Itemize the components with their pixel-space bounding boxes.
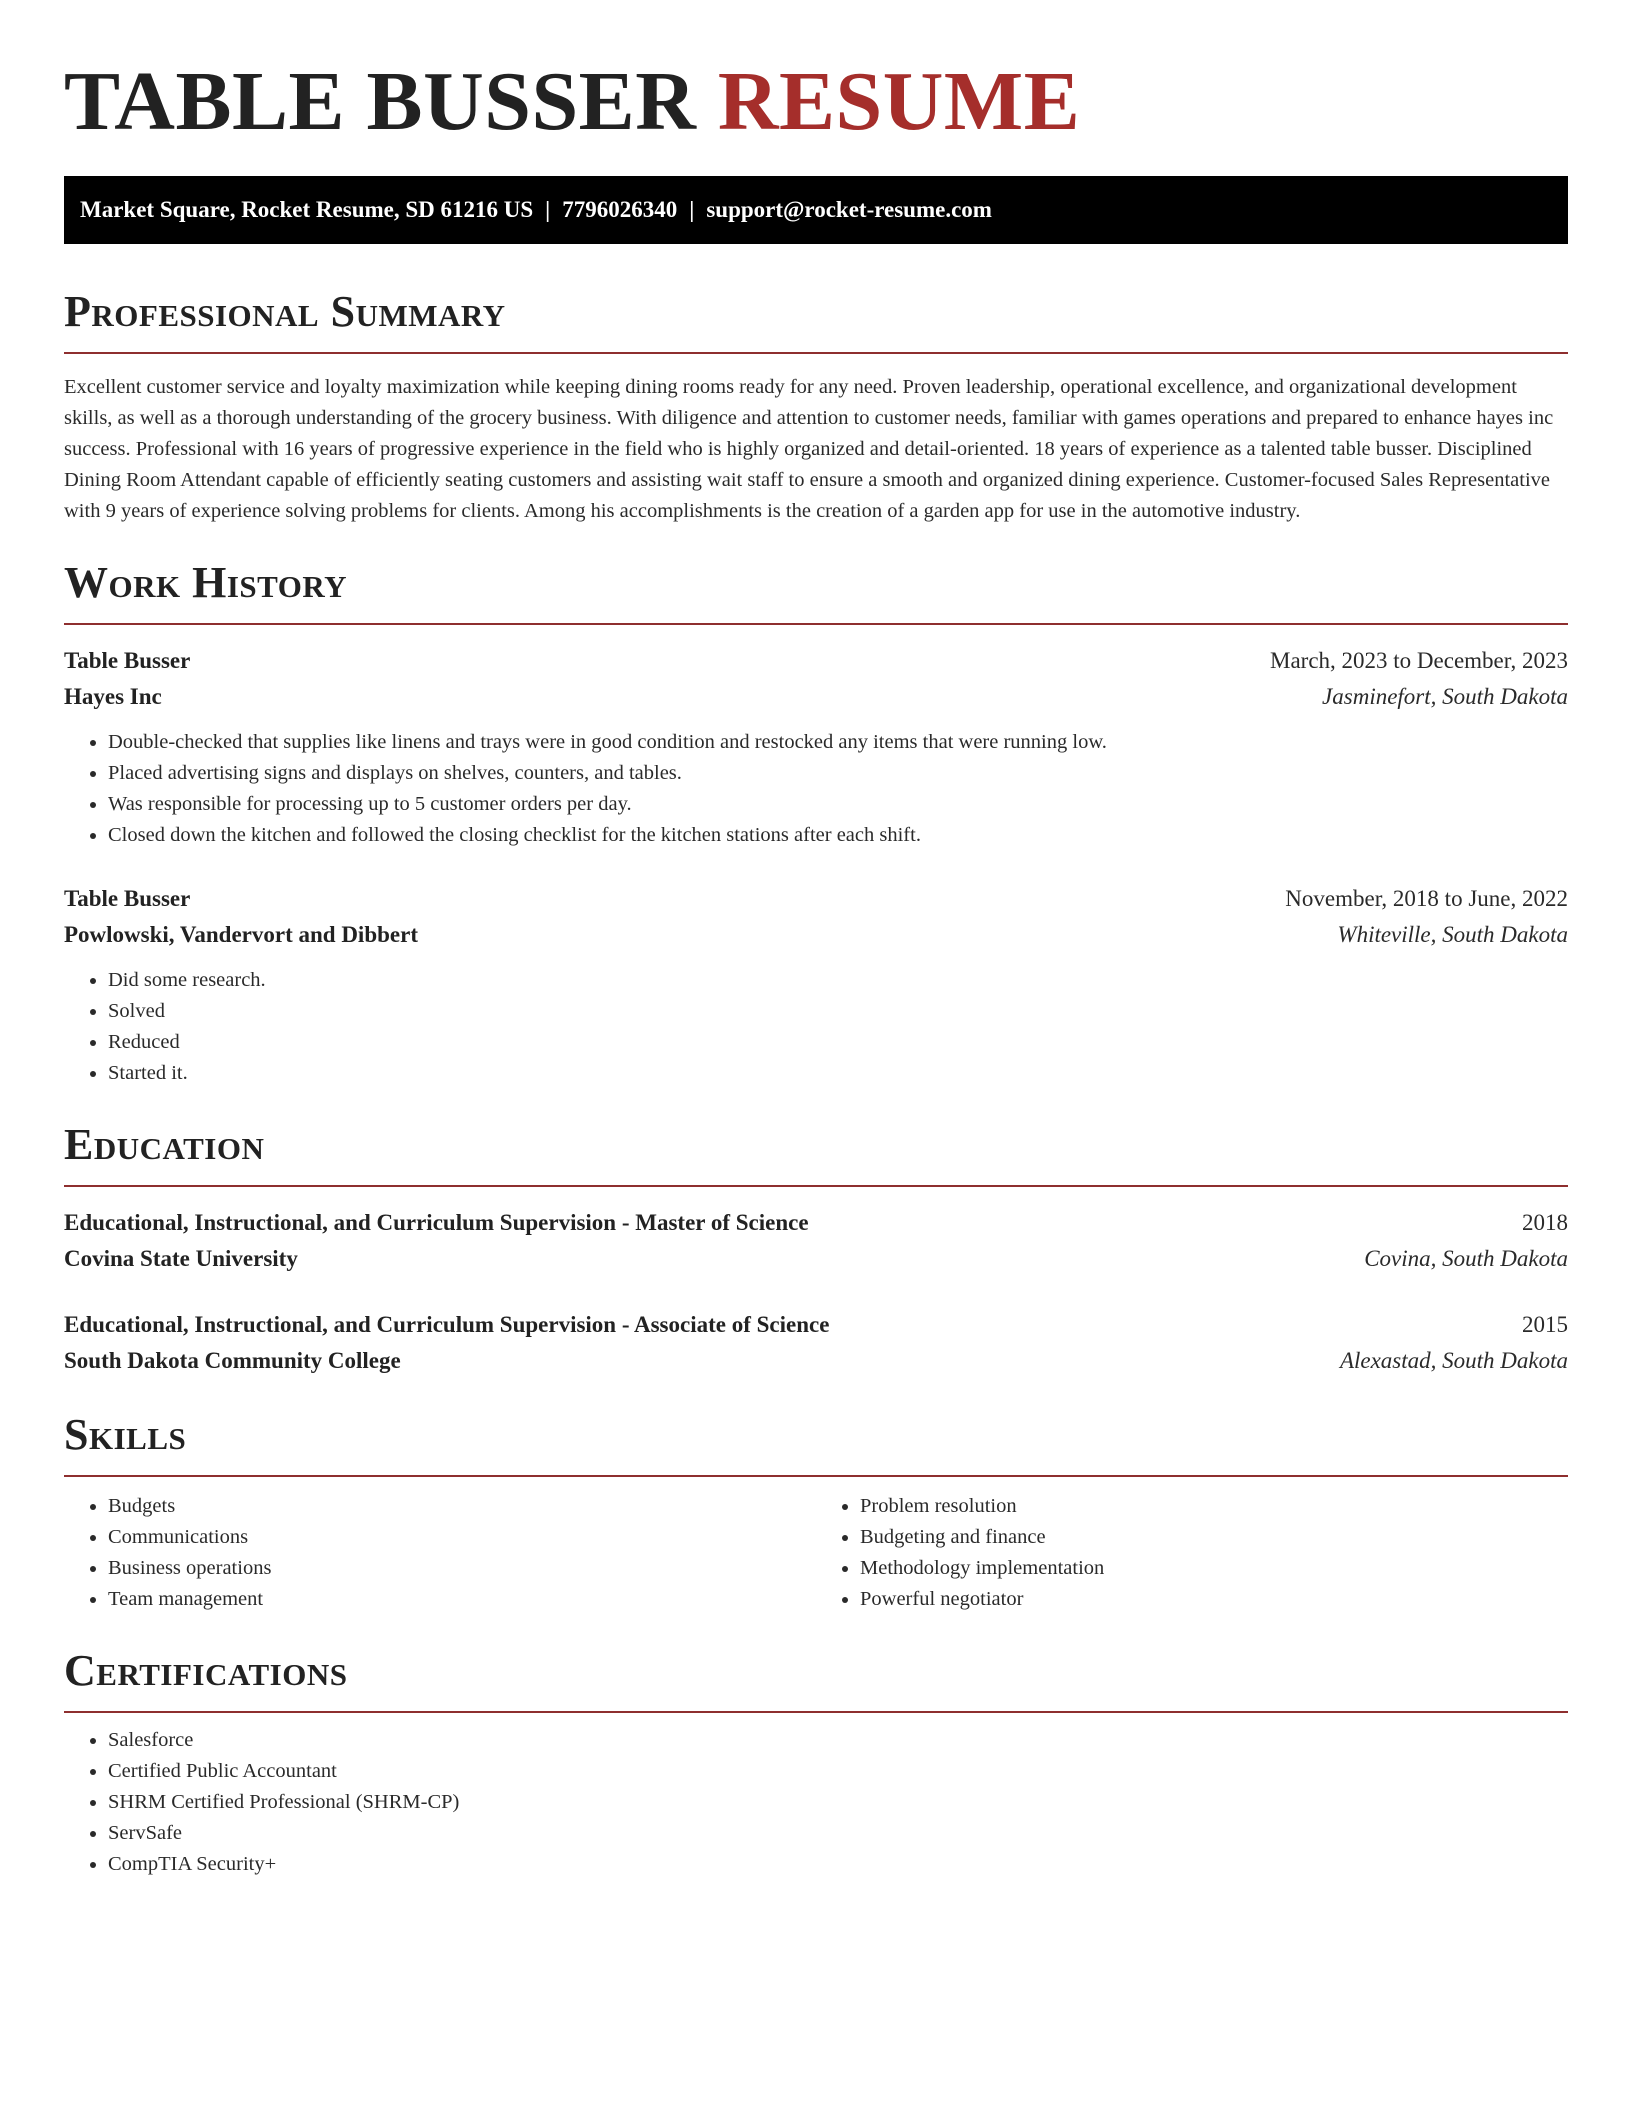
certification-item: • Certified Public Accountant (108, 1756, 1568, 1787)
section-heading: Work History (64, 557, 1568, 625)
education-degree-row (64, 1307, 1568, 1343)
job-title: Table Busser (64, 886, 191, 911)
job-company-row (64, 679, 1568, 715)
job-bullet: • Was responsible for processing up to 5 customer orders per day. (108, 789, 1568, 820)
skill-item: • Budgeting and finance (860, 1522, 1568, 1553)
section-heading: Professional Summary (64, 286, 1568, 354)
skills-list-left (64, 1491, 816, 1615)
skills-list-right (816, 1491, 1568, 1615)
job-bullet: • Closed down the kitchen and followed the closing checklist for the kitchen stations after each shift. (108, 820, 1568, 851)
skills-grid (64, 1491, 1568, 1615)
summary-text: Excellent customer service and loyalty maximization while keeping dining rooms ready for any need. Proven leadership, operational excellence, and organizational development skills, as well as a thorough understanding of the grocery business. With diligence and attention to customer needs, familiar with games operations and prepared to enhance hayes inc success. Professional with 16 years of progressive experience in the field who is highly organized and detail-oriented. 18 years of experience as a talented table busser. Disciplined Dining Room Attendant capable of efficiently seating customers and assisting wait staff to ensure a smooth and organized dining experience. Customer-focused Sales Representative with 9 years of experience solving problems for clients. Among his accomplishments is the creation of a garden app for use in the automotive industry. (64, 376, 1554, 522)
job-bullet: • Reduced (108, 1027, 1568, 1058)
education-section (64, 1119, 1568, 1379)
certification-item: • ServSafe (108, 1818, 1568, 1849)
education-degree-row (64, 1205, 1568, 1241)
education-school: Covina State University (64, 1246, 298, 1271)
summary-section (64, 286, 1568, 527)
job-bullet: • Double-checked that supplies like linens and trays were in good condition and restocked any items that were running low. (108, 727, 1568, 758)
skill-item: • Business operations (108, 1553, 816, 1584)
contact-bar (64, 176, 1568, 244)
education-degree: Educational, Instructional, and Curriculum Supervision - Master of Science (64, 1210, 809, 1235)
education-entry (64, 1205, 1568, 1277)
job-company: Hayes Inc (64, 684, 162, 709)
contact-separator: | (545, 197, 551, 222)
skill-item: • Budgets (108, 1491, 816, 1522)
contact-email: support@rocket-resume.com (706, 197, 992, 222)
job-bullet: • Did some research. (108, 965, 1568, 996)
certifications-section (64, 1645, 1568, 1880)
section-heading: Certifications (64, 1645, 1568, 1713)
skill-item: • Communications (108, 1522, 816, 1553)
job-title: Table Busser (64, 648, 191, 673)
resume-title (64, 52, 1568, 152)
education-location: Covina, South Dakota (1364, 1246, 1568, 1271)
skills-section (64, 1409, 1568, 1615)
job-entry (64, 643, 1568, 851)
contact-address: Market Square, Rocket Resume, SD 61216 US (80, 197, 534, 222)
section-heading: Education (64, 1119, 1568, 1187)
education-entry (64, 1307, 1568, 1379)
certification-item: • SHRM Certified Professional (SHRM-CP) (108, 1787, 1568, 1818)
job-location: Jasminefort, South Dakota (1322, 684, 1568, 709)
certification-item: • Salesforce (108, 1725, 1568, 1756)
education-year: 2015 (1522, 1312, 1568, 1337)
education-school: South Dakota Community College (64, 1348, 401, 1373)
skill-item: • Problem resolution (860, 1491, 1568, 1522)
education-school-row (64, 1343, 1568, 1379)
job-bullet-list (64, 965, 1568, 1089)
certifications-list (64, 1725, 1568, 1880)
job-bullet: • Started it. (108, 1058, 1568, 1089)
title-accent: RESUME (717, 55, 1081, 148)
job-dates: March, 2023 to December, 2023 (1270, 648, 1568, 673)
skill-item: • Powerful negotiator (860, 1584, 1568, 1615)
job-bullet-list (64, 727, 1568, 851)
section-heading: Skills (64, 1409, 1568, 1477)
work-history-section (64, 557, 1568, 1089)
skill-item: • Team management (108, 1584, 816, 1615)
education-degree: Educational, Instructional, and Curriculum Supervision - Associate of Science (64, 1312, 830, 1337)
job-location: Whiteville, South Dakota (1337, 922, 1568, 947)
job-header-row (64, 643, 1568, 679)
job-header-row (64, 881, 1568, 917)
job-dates: November, 2018 to June, 2022 (1285, 886, 1568, 911)
education-year: 2018 (1522, 1210, 1568, 1235)
education-school-row (64, 1241, 1568, 1277)
job-entry (64, 881, 1568, 1089)
job-bullet: • Solved (108, 996, 1568, 1027)
title-main: TABLE BUSSER (64, 55, 697, 148)
skill-item: • Methodology implementation (860, 1553, 1568, 1584)
job-bullet: • Placed advertising signs and displays on shelves, counters, and tables. (108, 758, 1568, 789)
contact-separator: | (689, 197, 695, 222)
certification-item: • CompTIA Security+ (108, 1849, 1568, 1880)
job-company-row (64, 917, 1568, 953)
job-company: Powlowski, Vandervort and Dibbert (64, 922, 418, 947)
contact-phone: 7796026340 (562, 197, 678, 222)
education-location: Alexastad, South Dakota (1339, 1348, 1568, 1373)
